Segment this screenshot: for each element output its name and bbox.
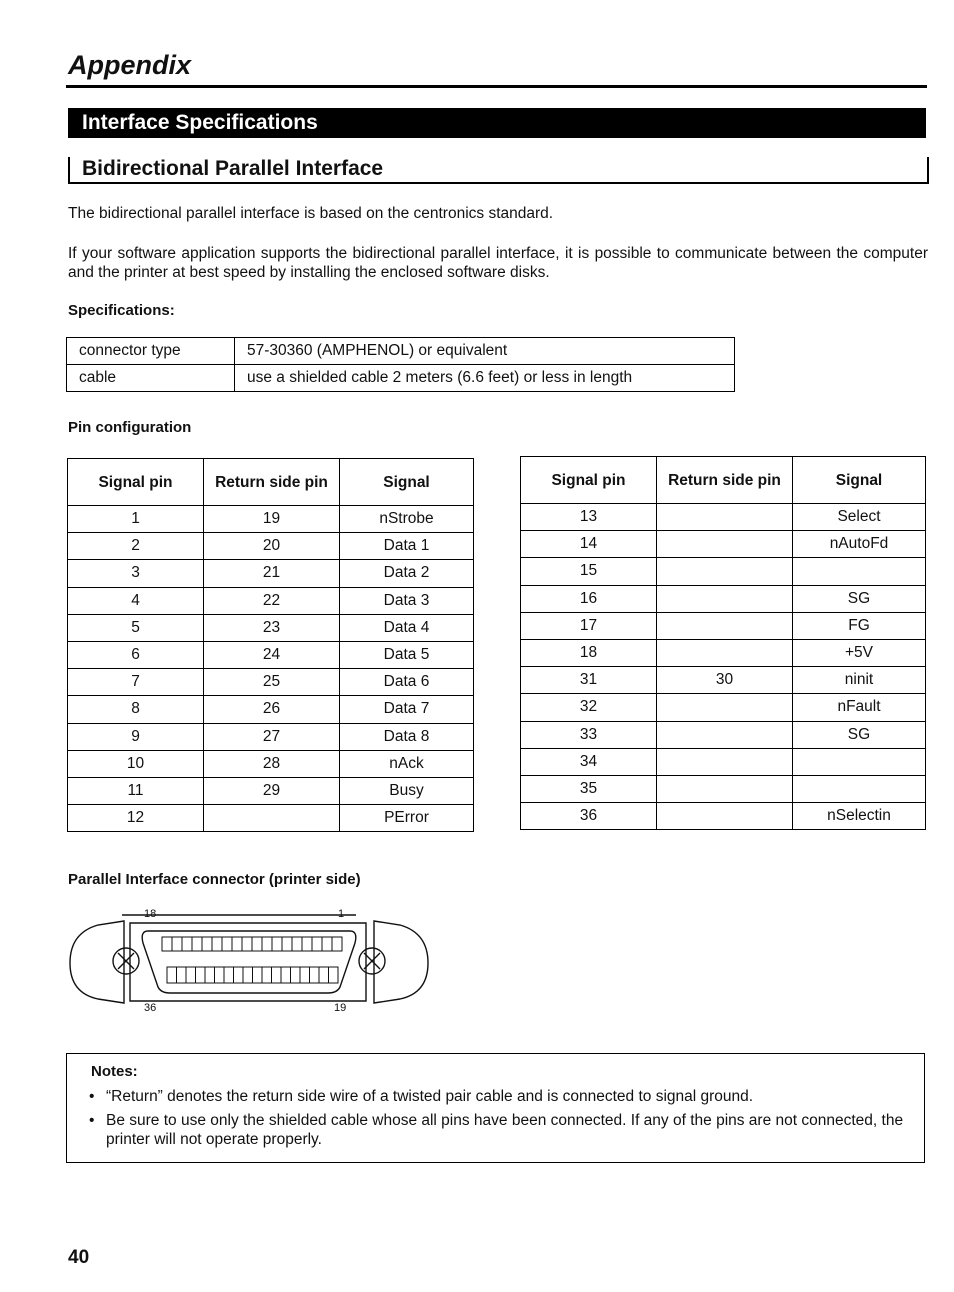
- header-signal: Signal: [793, 457, 926, 504]
- return-pin-cell: 20: [204, 533, 340, 560]
- signal-pin-cell: 36: [521, 803, 657, 830]
- signal-cell: Data 5: [340, 641, 474, 668]
- signal-pin-cell: 17: [521, 612, 657, 639]
- table-row: [67, 365, 735, 392]
- signal-pin-cell: 14: [521, 531, 657, 558]
- table-row: [68, 777, 474, 804]
- return-pin-cell: 26: [204, 696, 340, 723]
- table-header-row: [521, 457, 926, 504]
- table-row: [521, 531, 926, 558]
- signal-pin-cell: 35: [521, 775, 657, 802]
- page-number: 40: [68, 1247, 90, 1268]
- bullet: •: [89, 1088, 95, 1105]
- signal-pin-cell: 10: [68, 750, 204, 777]
- signal-pin-cell: 34: [521, 748, 657, 775]
- appendix-title: Appendix: [68, 50, 192, 80]
- note-text: “Return” denotes the return side wire of a twisted pair cable and is connected to signal ground.: [106, 1088, 754, 1105]
- specifications-table: [66, 337, 735, 392]
- note-text: Be sure to use only the shielded cable whose all pins have been connected. If any of the pins are not connected, the printer will not operate properly.: [106, 1112, 904, 1148]
- table-row: [68, 587, 474, 614]
- signal-pin-cell: 12: [68, 805, 204, 832]
- return-pin-cell: [657, 748, 793, 775]
- intro-paragraph-2: If your software application supports the bidirectional parallel interface, it is possible to communicate between the computer and the printer at best speed by installing the enclosed software disks.: [68, 245, 928, 281]
- signal-pin-cell: 5: [68, 614, 204, 641]
- spec-value: use a shielded cable 2 meters (6.6 feet) or less in length: [235, 365, 735, 392]
- table-row: [68, 560, 474, 587]
- signal-pin-cell: 3: [68, 560, 204, 587]
- return-pin-cell: [657, 694, 793, 721]
- signal-pin-cell: 6: [68, 641, 204, 668]
- notes-box: [66, 1053, 925, 1163]
- return-pin-cell: [657, 558, 793, 585]
- table-row: [521, 748, 926, 775]
- return-pin-cell: 27: [204, 723, 340, 750]
- table-row: [521, 803, 926, 830]
- table-header-row: [68, 459, 474, 506]
- table-row: [521, 667, 926, 694]
- signal-cell: Data 2: [340, 560, 474, 587]
- return-pin-cell: 23: [204, 614, 340, 641]
- table-row: [68, 750, 474, 777]
- header-return-side-pin: Return side pin: [204, 459, 340, 506]
- signal-cell: Data 8: [340, 723, 474, 750]
- header-rule: [66, 85, 927, 88]
- table-row: [521, 721, 926, 748]
- header-signal-pin: Signal pin: [521, 457, 657, 504]
- right-mount-ear: [374, 921, 428, 1003]
- signal-cell: Busy: [340, 777, 474, 804]
- signal-cell: SG: [793, 585, 926, 612]
- left-screw-cross: [118, 953, 134, 969]
- pin-configuration-label: Pin configuration: [68, 419, 192, 436]
- signal-pin-cell: 33: [521, 721, 657, 748]
- table-row: [68, 696, 474, 723]
- return-pin-cell: [204, 805, 340, 832]
- table-row: [521, 694, 926, 721]
- bullet: •: [89, 1112, 95, 1129]
- signal-cell: Select: [793, 504, 926, 531]
- pin-label-top-right: 1: [338, 908, 345, 920]
- signal-cell: SG: [793, 721, 926, 748]
- connector-shell: [130, 923, 366, 1001]
- signal-pin-cell: 32: [521, 694, 657, 721]
- return-pin-cell: 19: [204, 506, 340, 533]
- signal-cell: ninit: [793, 667, 926, 694]
- left-mount-ear: [70, 921, 124, 1003]
- signal-pin-cell: 15: [521, 558, 657, 585]
- signal-cell: Data 3: [340, 587, 474, 614]
- header-return-side-pin: Return side pin: [657, 457, 793, 504]
- signal-pin-cell: 4: [68, 587, 204, 614]
- signal-cell: nFault: [793, 694, 926, 721]
- table-row: [68, 805, 474, 832]
- table-row: [68, 669, 474, 696]
- return-pin-cell: [657, 531, 793, 558]
- return-pin-cell: 24: [204, 641, 340, 668]
- pin-label-top-left: 18: [144, 908, 157, 920]
- signal-pin-cell: 7: [68, 669, 204, 696]
- signal-pin-cell: 1: [68, 506, 204, 533]
- signal-cell: nAutoFd: [793, 531, 926, 558]
- return-pin-cell: 22: [204, 587, 340, 614]
- return-pin-cell: [657, 721, 793, 748]
- notes-title: Notes:: [91, 1063, 138, 1080]
- pin-table-left: [67, 458, 474, 832]
- return-pin-cell: [657, 612, 793, 639]
- section-header: [68, 108, 926, 138]
- signal-cell: PError: [340, 805, 474, 832]
- return-pin-cell: [657, 775, 793, 802]
- return-pin-cell: [657, 803, 793, 830]
- signal-cell: [793, 775, 926, 802]
- pin-table-right: [520, 456, 926, 830]
- note-item: [89, 1087, 909, 1106]
- return-pin-cell: 29: [204, 777, 340, 804]
- pin-label-bottom-right: 19: [334, 1002, 347, 1013]
- signal-pin-cell: 2: [68, 533, 204, 560]
- table-row: [67, 338, 735, 365]
- signal-cell: Data 4: [340, 614, 474, 641]
- signal-cell: +5V: [793, 639, 926, 666]
- signal-cell: Data 1: [340, 533, 474, 560]
- return-pin-cell: [657, 639, 793, 666]
- signal-pin-cell: 11: [68, 777, 204, 804]
- table-row: [68, 641, 474, 668]
- spec-key: connector type: [67, 338, 235, 365]
- signal-cell: FG: [793, 612, 926, 639]
- signal-cell: nAck: [340, 750, 474, 777]
- return-pin-cell: [657, 585, 793, 612]
- signal-cell: nStrobe: [340, 506, 474, 533]
- specifications-label: Specifications:: [68, 302, 175, 319]
- pin-label-bottom-left: 36: [144, 1002, 157, 1013]
- note-item: [89, 1111, 909, 1149]
- signal-pin-cell: 31: [521, 667, 657, 694]
- spec-key: cable: [67, 365, 235, 392]
- signal-pin-cell: 18: [521, 639, 657, 666]
- return-pin-cell: [657, 504, 793, 531]
- header-signal-pin: Signal pin: [68, 459, 204, 506]
- spec-value: 57-30360 (AMPHENOL) or equivalent: [235, 338, 735, 365]
- table-row: [521, 612, 926, 639]
- subsection-header: [68, 157, 929, 184]
- signal-cell: Data 7: [340, 696, 474, 723]
- parallel-connector-diagram: [66, 903, 436, 1013]
- table-row: [521, 775, 926, 802]
- signal-pin-cell: 16: [521, 585, 657, 612]
- signal-cell: [793, 748, 926, 775]
- signal-cell: Data 6: [340, 669, 474, 696]
- table-row: [68, 533, 474, 560]
- table-row: [521, 585, 926, 612]
- signal-cell: [793, 558, 926, 585]
- return-pin-cell: 28: [204, 750, 340, 777]
- return-pin-cell: 25: [204, 669, 340, 696]
- table-row: [521, 558, 926, 585]
- table-row: [68, 506, 474, 533]
- signal-pin-cell: 8: [68, 696, 204, 723]
- intro-paragraph-1: The bidirectional parallel interface is based on the centronics standard.: [68, 205, 554, 222]
- section-title: Interface Specifications: [82, 111, 318, 134]
- header-signal: Signal: [340, 459, 474, 506]
- table-row: [521, 639, 926, 666]
- table-row: [521, 504, 926, 531]
- signal-cell: nSelectin: [793, 803, 926, 830]
- return-pin-cell: 21: [204, 560, 340, 587]
- table-row: [68, 723, 474, 750]
- subsection-title: Bidirectional Parallel Interface: [82, 157, 384, 180]
- connector-label: Parallel Interface connector (printer side): [68, 871, 361, 888]
- return-pin-cell: 30: [657, 667, 793, 694]
- table-row: [68, 614, 474, 641]
- signal-pin-cell: 13: [521, 504, 657, 531]
- signal-pin-cell: 9: [68, 723, 204, 750]
